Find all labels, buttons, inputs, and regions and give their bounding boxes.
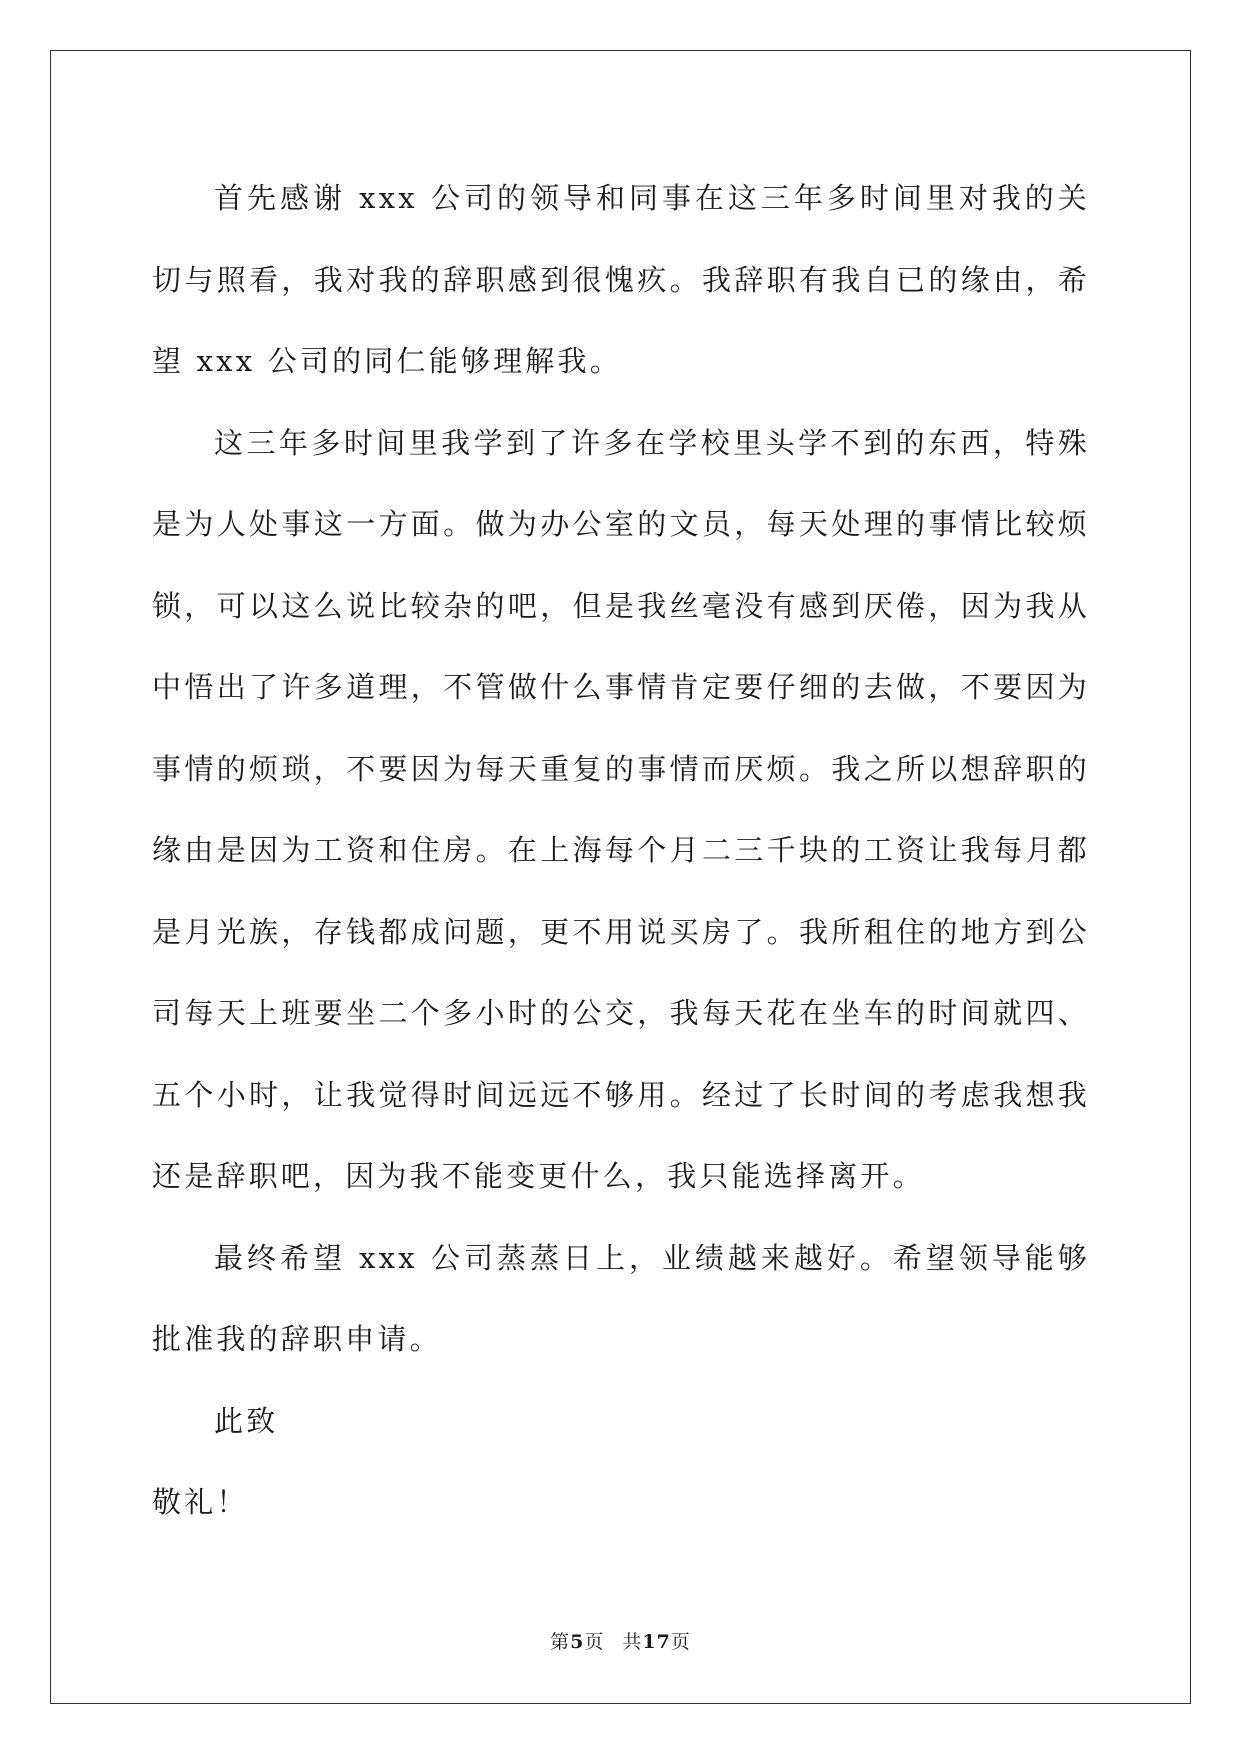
closing-line: 此致	[214, 1403, 279, 1438]
page-unit: 页	[584, 1631, 605, 1653]
paragraph-reasons: 这三年多时间里我学到了许多在学校里头学不到的东西，特殊是为人处事这一方面。做为办公室的文员，每天处理的事情比较烦锁，可以这么说比较杂的吧，但是我丝毫没有感到厌倦，因为我从中悟出了许多道理，不管做什么事情肯定要仔细的去做，不要因为事情的烦琐，不要因为每天重复的事情而厌烦。我之所以想辞职的缘由是因为工资和住房。在上海每个月二三千块的工资让我每月都是月光族，存钱都成问题，更不用说买房了。我所租住的地方到公司每天上班要坐二个多小时的公交，我每天花在坐车的时间就四、五个小时，让我觉得时间远远不够用。经过了长时间的考虑我想我还是辞职吧，因为我不能变更什么，我只能选择离开。	[152, 425, 1090, 1193]
page-footer	[0, 1627, 1241, 1654]
total-pages: 17	[642, 1631, 671, 1653]
salutation-line: 敬礼！	[152, 1485, 249, 1519]
paragraph-wishes: 最终希望 xxx 公司蒸蒸日上，业绩越来越好。希望领导能够批准我的辞职申请。	[152, 1240, 1090, 1356]
page-number: 5	[570, 1631, 585, 1653]
total-prefix: 共	[622, 1631, 643, 1653]
letter-body	[152, 158, 1090, 1544]
paragraph-thanks: 首先感谢 xxx 公司的领导和同事在这三年多时间里对我的关切与照看，我对我的辞职感到很愧疚。我辞职有我自已的缘由，希望 xxx 公司的同仁能够理解我。	[152, 181, 1090, 378]
total-unit: 页	[670, 1631, 691, 1653]
page-prefix: 第	[550, 1631, 571, 1653]
